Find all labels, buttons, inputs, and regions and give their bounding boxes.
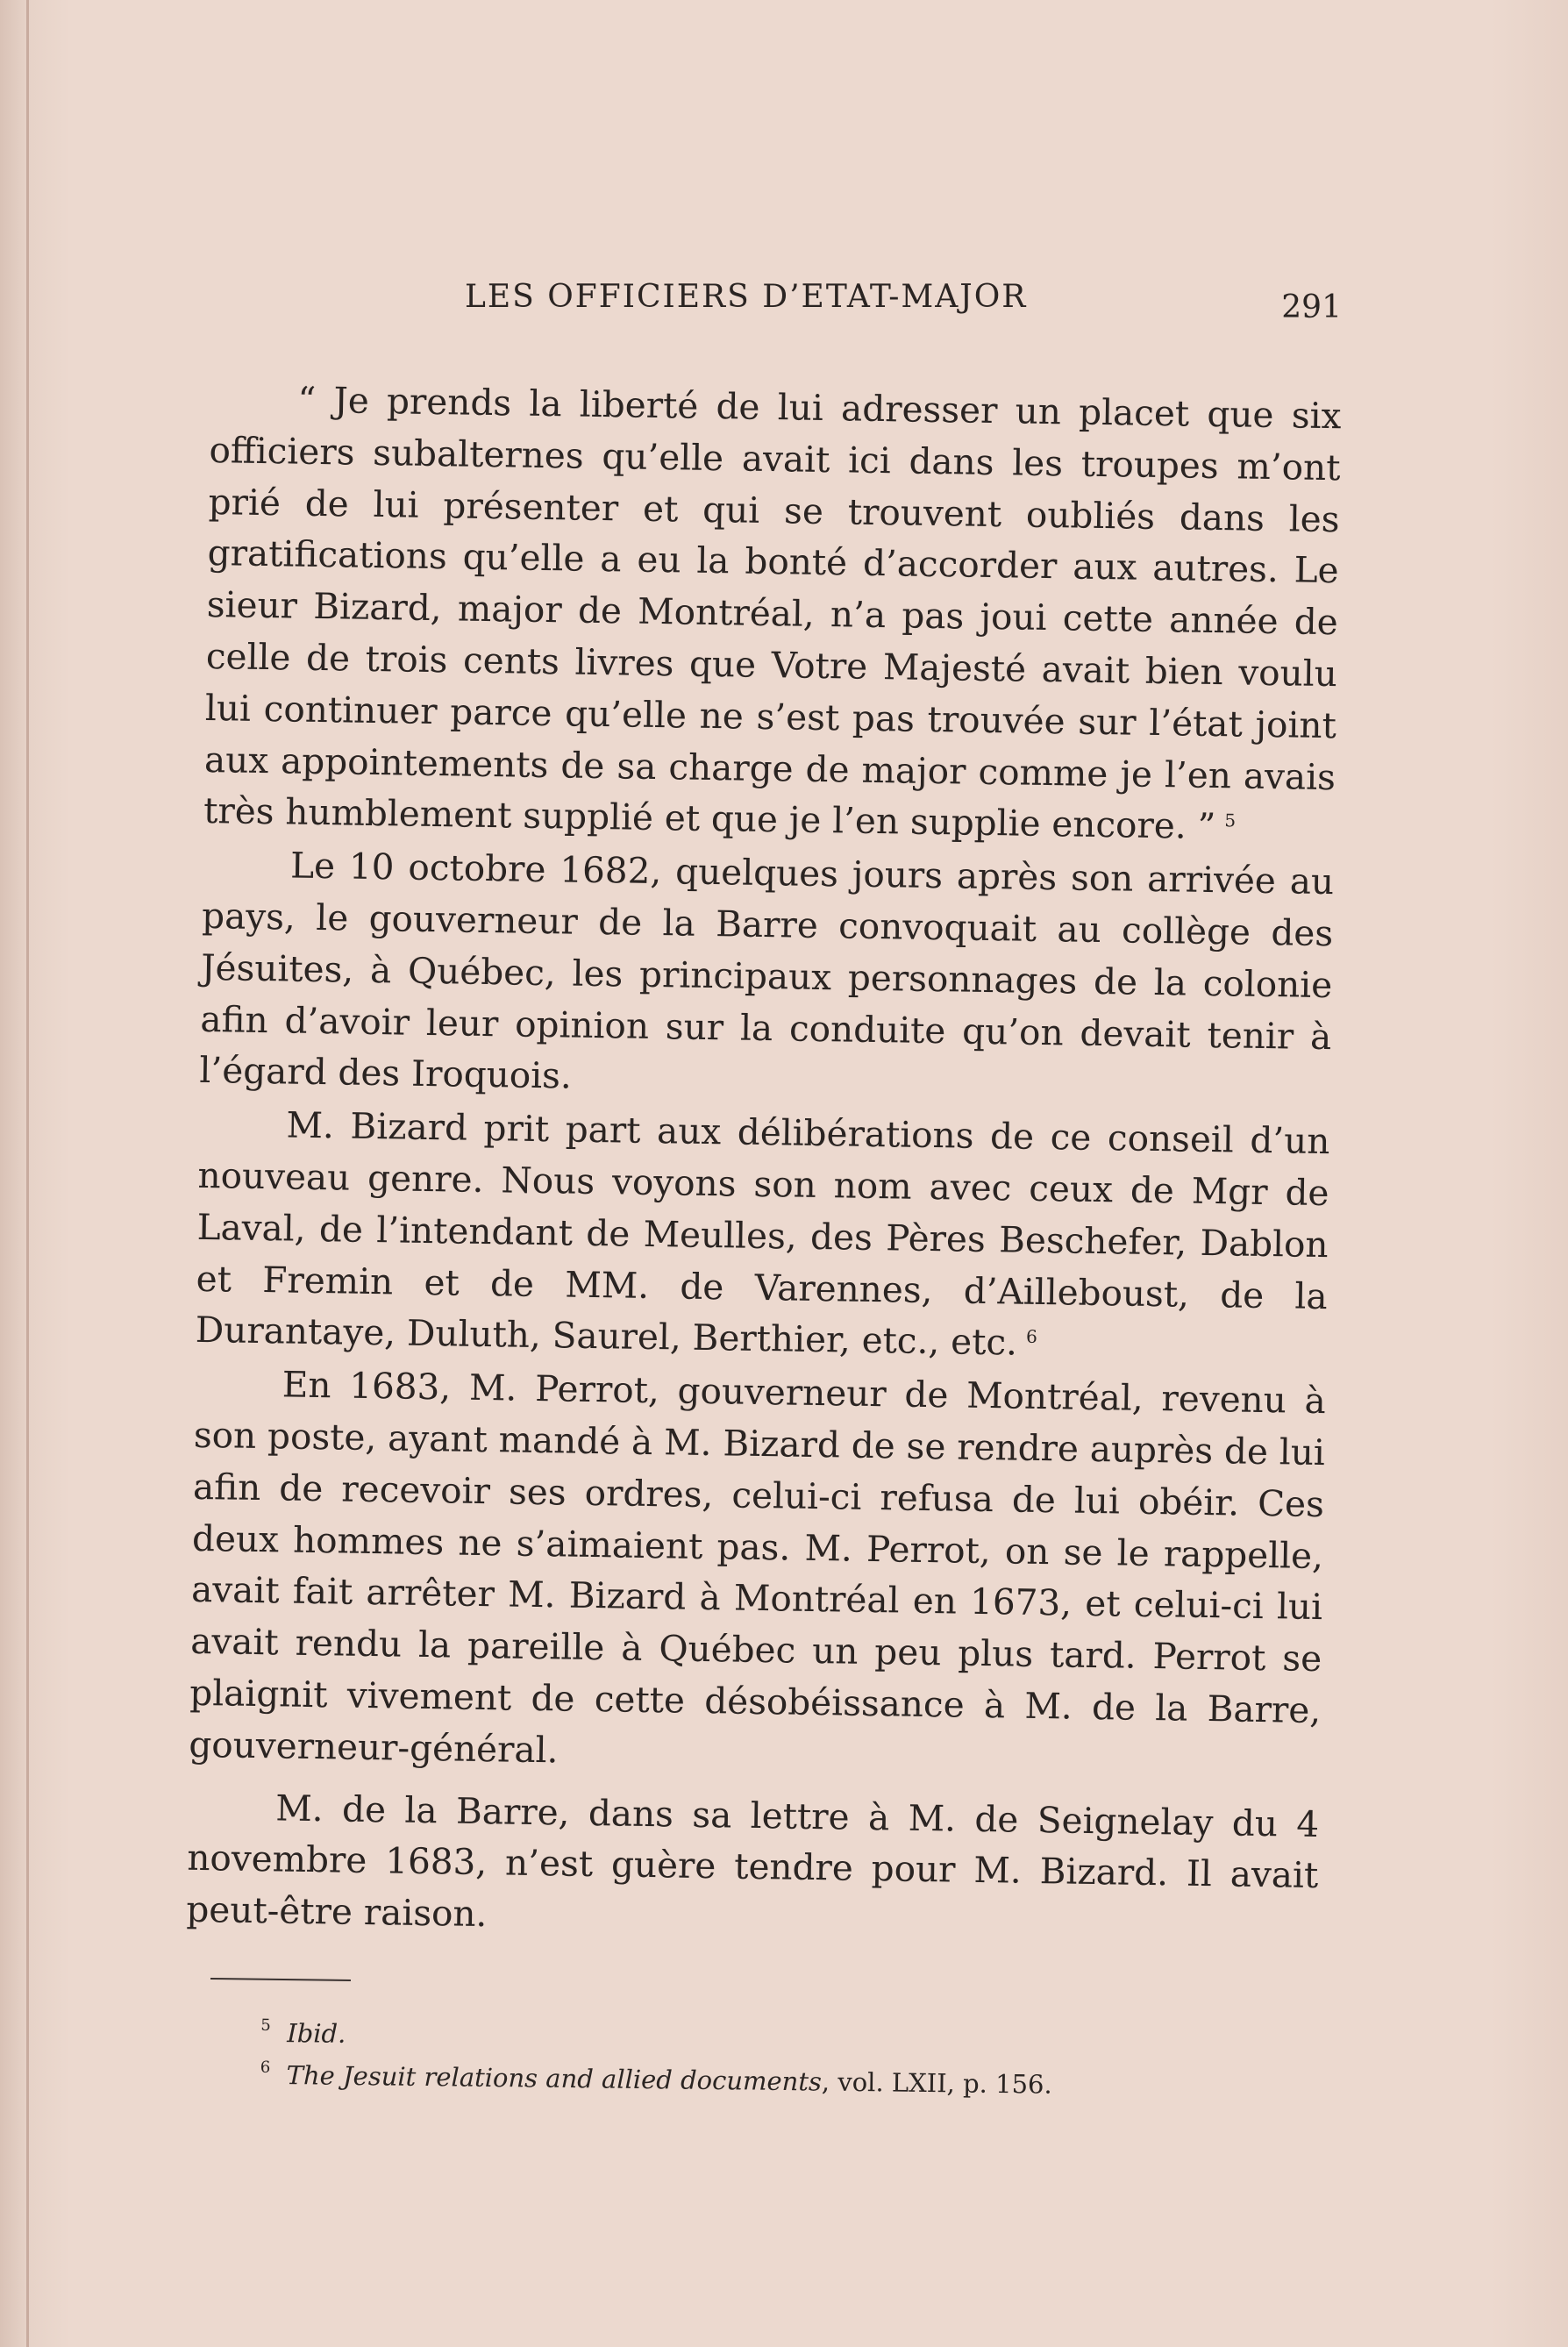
paragraph-deliberations [195, 1098, 1329, 1373]
footnote-title: Ibid. [287, 2018, 346, 2049]
running-head: LES OFFICIERS D’ETAT-MAJOR [465, 279, 1028, 315]
footnote-ref-5[interactable]: 5 [1224, 810, 1237, 831]
paragraph-text: En 1683, M. Perrot, gouverneur de Montréal, revenu à son poste, ayant mandé à M. Bizard de se rendre auprès de lui afin de recevoir ses ordres, celui-ci refusa de lui obéir. Ces deux hommes ne s’aimaient pas. M. Perrot, on se le rappelle, avait fait arrêter M. Bizard à Montréal en 1673, et celui-ci lui avait rendu la pareille à Québec un peu plus tard. Perrot se plaignit vivement de cette désobéissance à M. de la Barre, gouverneur-général. [189, 1363, 1327, 1772]
page-header [210, 279, 1342, 332]
footnote-ref-6[interactable]: 6 [1025, 1325, 1038, 1347]
body-text [186, 373, 1342, 1955]
footnote-citation: , vol. LXII, p. 156. [821, 2066, 1052, 2100]
paragraph-quote [203, 373, 1342, 854]
paragraph-text: “ Je prends la liberté de lui adresser un placet que six officiers subalternes qu’elle avait ici dans les troupes m’ont prié de lui présenter et qui se trouvent oubliés dans les gratifications qu’elle a eu la bonté d’accorder aux autres. Le sieur Bizard, major de Montréal, n’a pas joui cette année de celle de trois cents livres que Votre Majesté avait bien voulu lui continuer parce qu’elle ne s’est pas trouvée sur l’état joint aux appointements de sa charge de major comme je l’en avais très humblement supplié et que je l’en supplie encore. ” [203, 378, 1342, 848]
footnote-rule [210, 1978, 351, 1981]
footnotes [209, 1978, 1342, 2109]
page-number: 291 [1281, 289, 1342, 325]
footnote-mark: 6 [260, 2058, 271, 2077]
paragraph-la-barre [186, 1780, 1320, 1953]
paragraph-conseil [199, 838, 1334, 1114]
footnote-title: The Jesuit relations and allied documents [286, 2060, 823, 2097]
page-gutter [26, 0, 29, 2347]
footnote-mark: 5 [260, 2015, 271, 2035]
paragraph-text: Le 10 octobre 1682, quelques jours après son arrivée au pays, le gouverneur de la Barre convoquait au collège des Jésuites, à Québec, les principaux personnages de la colonie afin d’avoir leur opinion sur la conduite qu’on devait tenir à l’égard des Iroquois. [199, 844, 1335, 1097]
paragraph-perrot [189, 1358, 1326, 1788]
paragraph-text: M. Bizard prit part aux délibérations de ce conseil d’un nouveau genre. Nous voyons son nom avec ceux de Mgr de Laval, de l’intendant de Meulles, des Pères Beschefer, Dablon et Fremin et de MM. de Varennes, d’Ailleboust, de la Durantaye, Duluth, Saurel, Berthier, etc., etc. [195, 1103, 1330, 1364]
paragraph-text: M. de la Barre, dans sa lettre à M. de Seignelay du 4 novembre 1683, n’est guère tendre pour M. Bizard. Il avait peut-être raison. [186, 1786, 1320, 1936]
